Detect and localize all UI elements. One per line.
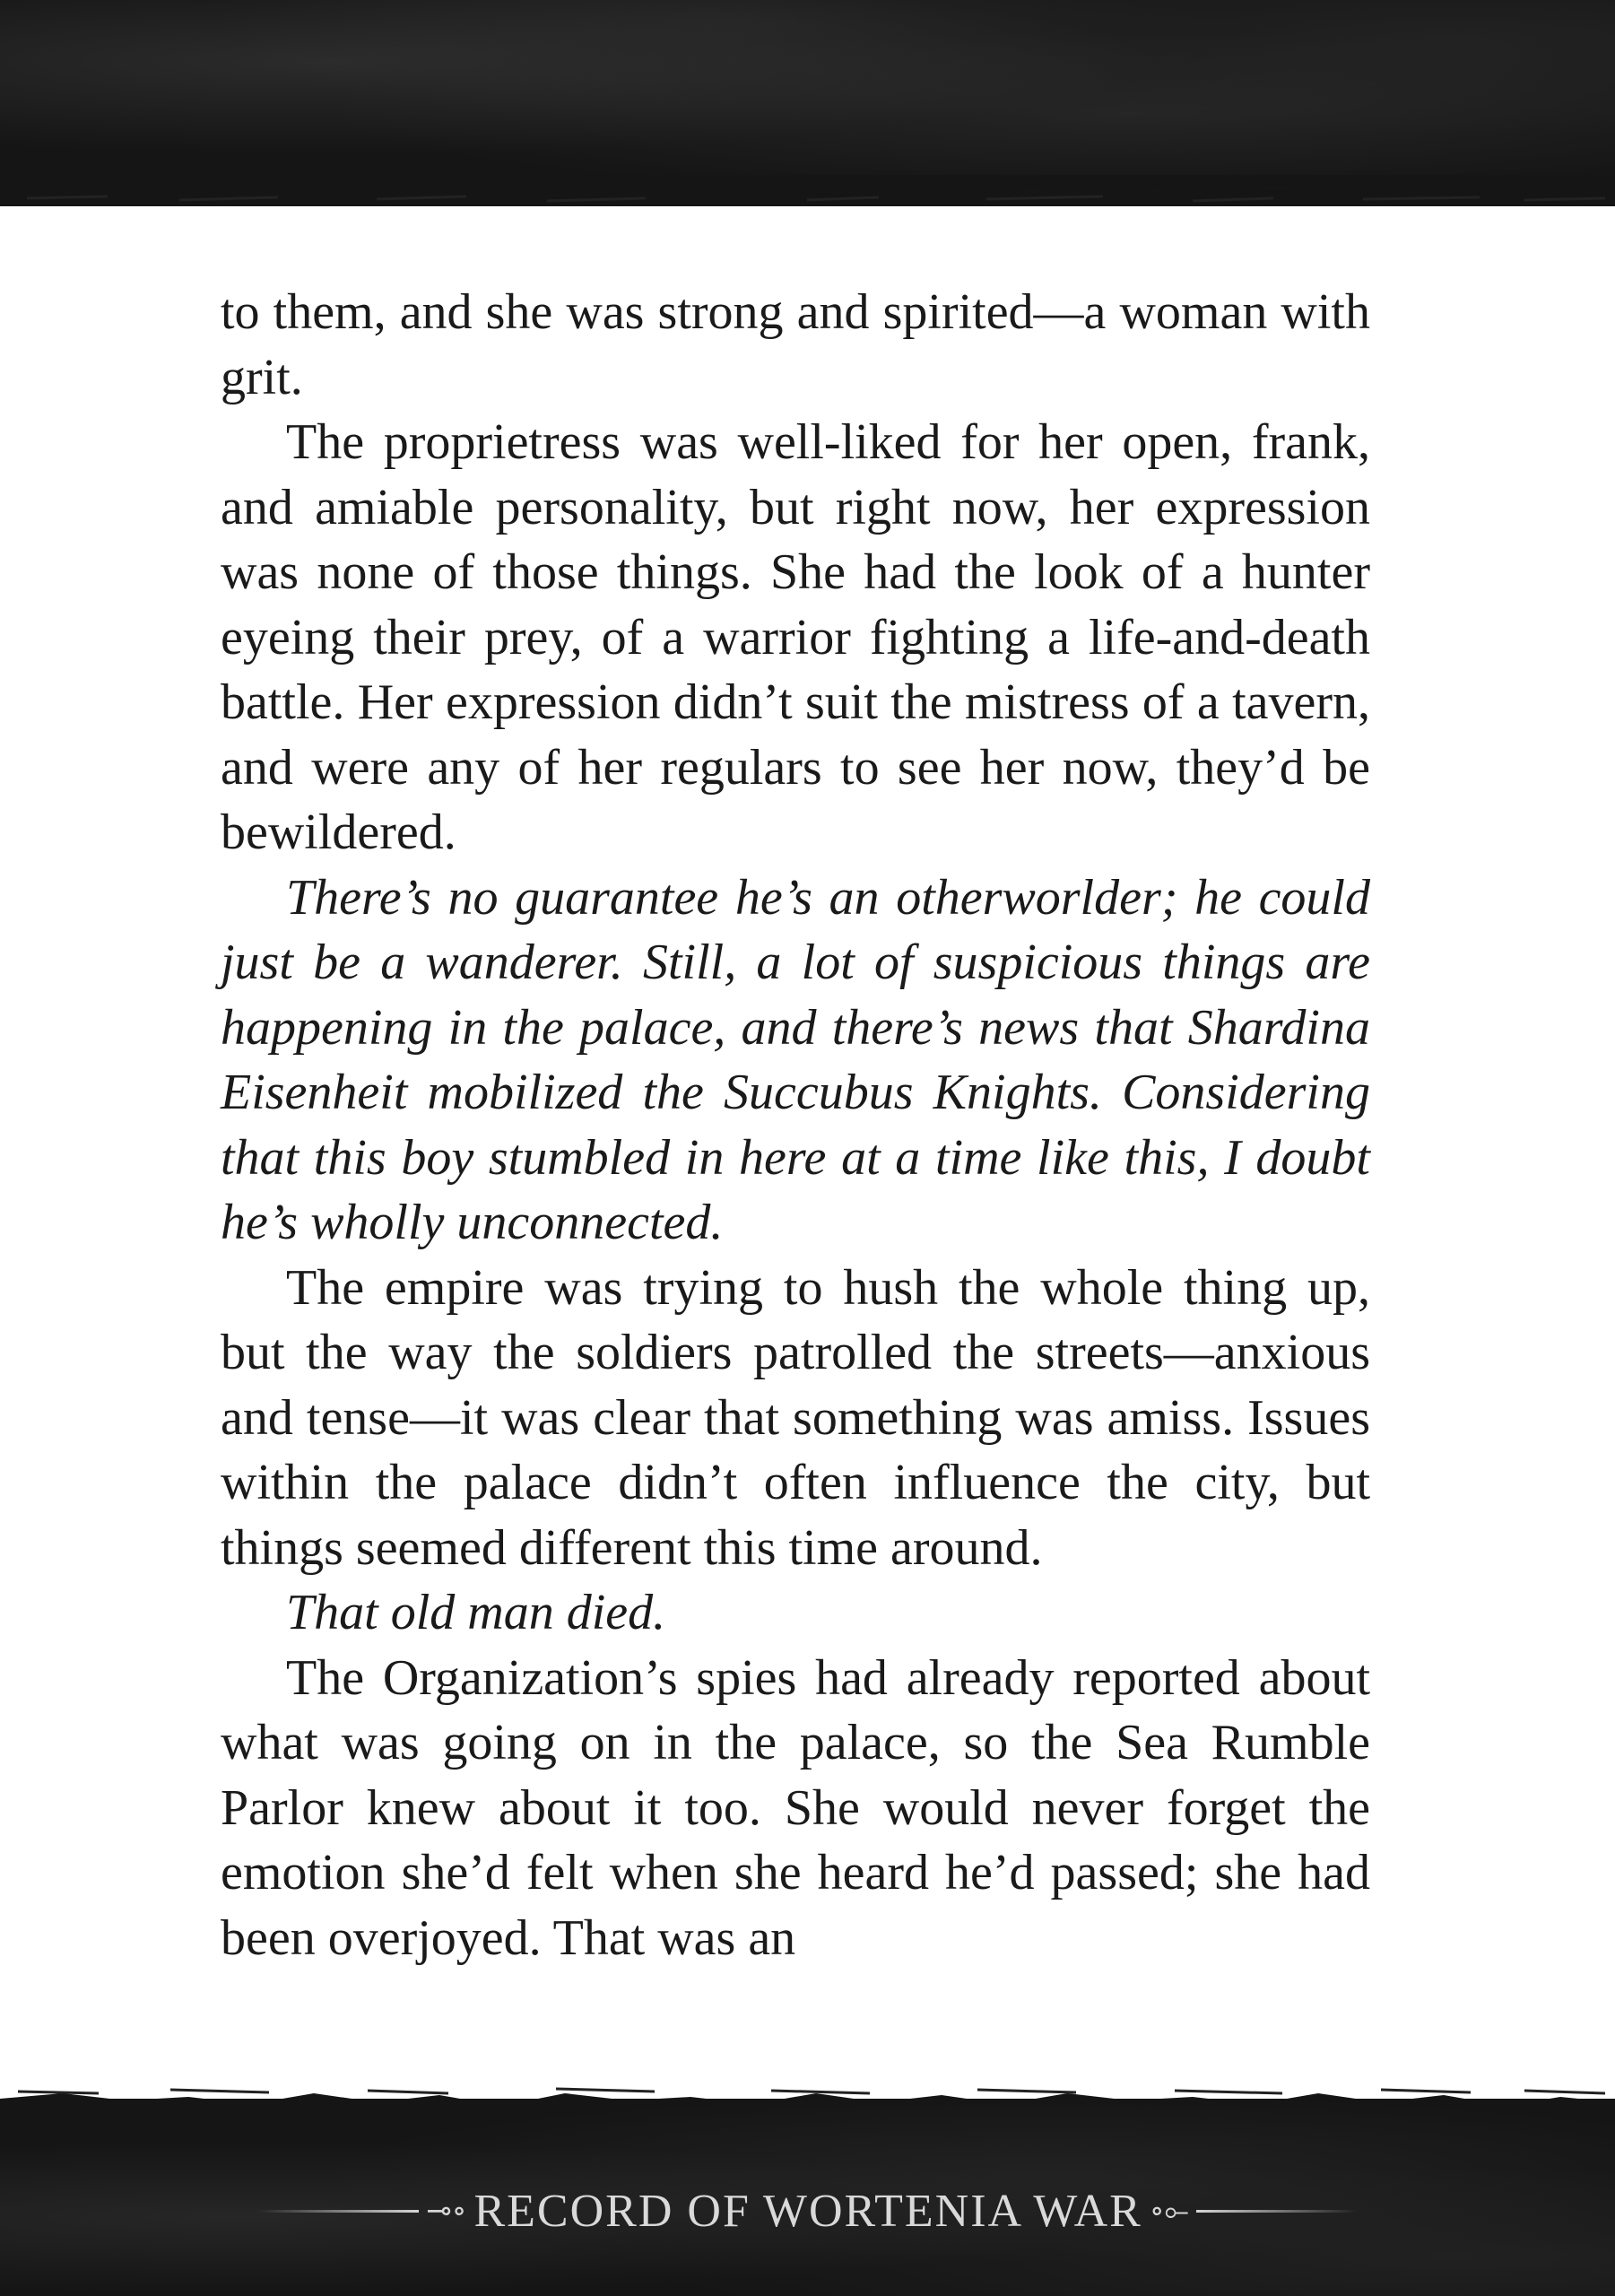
paragraph-1: to them, and she was strong and spirited—a woman with grit. [221, 284, 1370, 405]
paragraph-2: The proprietress was well-liked for her open, frank, and amiable personality, but right now, her expression was none of those things. She had the look of a hunter eyeing their prey, of a warrior fighting a life-and-death battle. Her expression didn’t suit the mistress of a tavern, and were any of her regulars to see her now, they’d be bewildered. [221, 414, 1370, 860]
running-footer [0, 2179, 1615, 2242]
footer-title: RECORD OF WORTENIA WAR [473, 2185, 1142, 2237]
paragraph-6: The Organization’s spies had already reported about what was going on in the palace, so the Sea Rumble Parlor knew about it too. She would never forget the emotion she’d felt when she heard he’d passed; she had been overjoyed. That was an [221, 1649, 1370, 1966]
body-text [221, 280, 1370, 1970]
paragraph-4: The empire was trying to hush the whole thing up, but the way the soldiers patrolled the streets—anxious and tense—it was clear that something was amiss. Issues within the palace didn’t often influence the city, but things seemed different this time around. [221, 1259, 1370, 1576]
footer-right-flourish-icon: ∘⟜ [1149, 2193, 1189, 2229]
paragraph-5-thought: That old man died. [286, 1585, 666, 1640]
top-torn-edge [0, 175, 1615, 211]
paragraph-3-thought: There’s no guarantee he’s an otherworlder; he could just be a wanderer. Still, a lot of suspicious things are happening in the palace, and there’s news that Shardina Eisenheit mobilized the Succubus Knights. Considering that this boy stumbled in here at a time like this, I doubt he’s wholly unconnected. [221, 869, 1370, 1250]
footer-left-rule [257, 2210, 419, 2213]
footer-left-flourish-icon: ⊸∘ [426, 2193, 467, 2229]
footer-right-rule [1196, 2210, 1358, 2213]
